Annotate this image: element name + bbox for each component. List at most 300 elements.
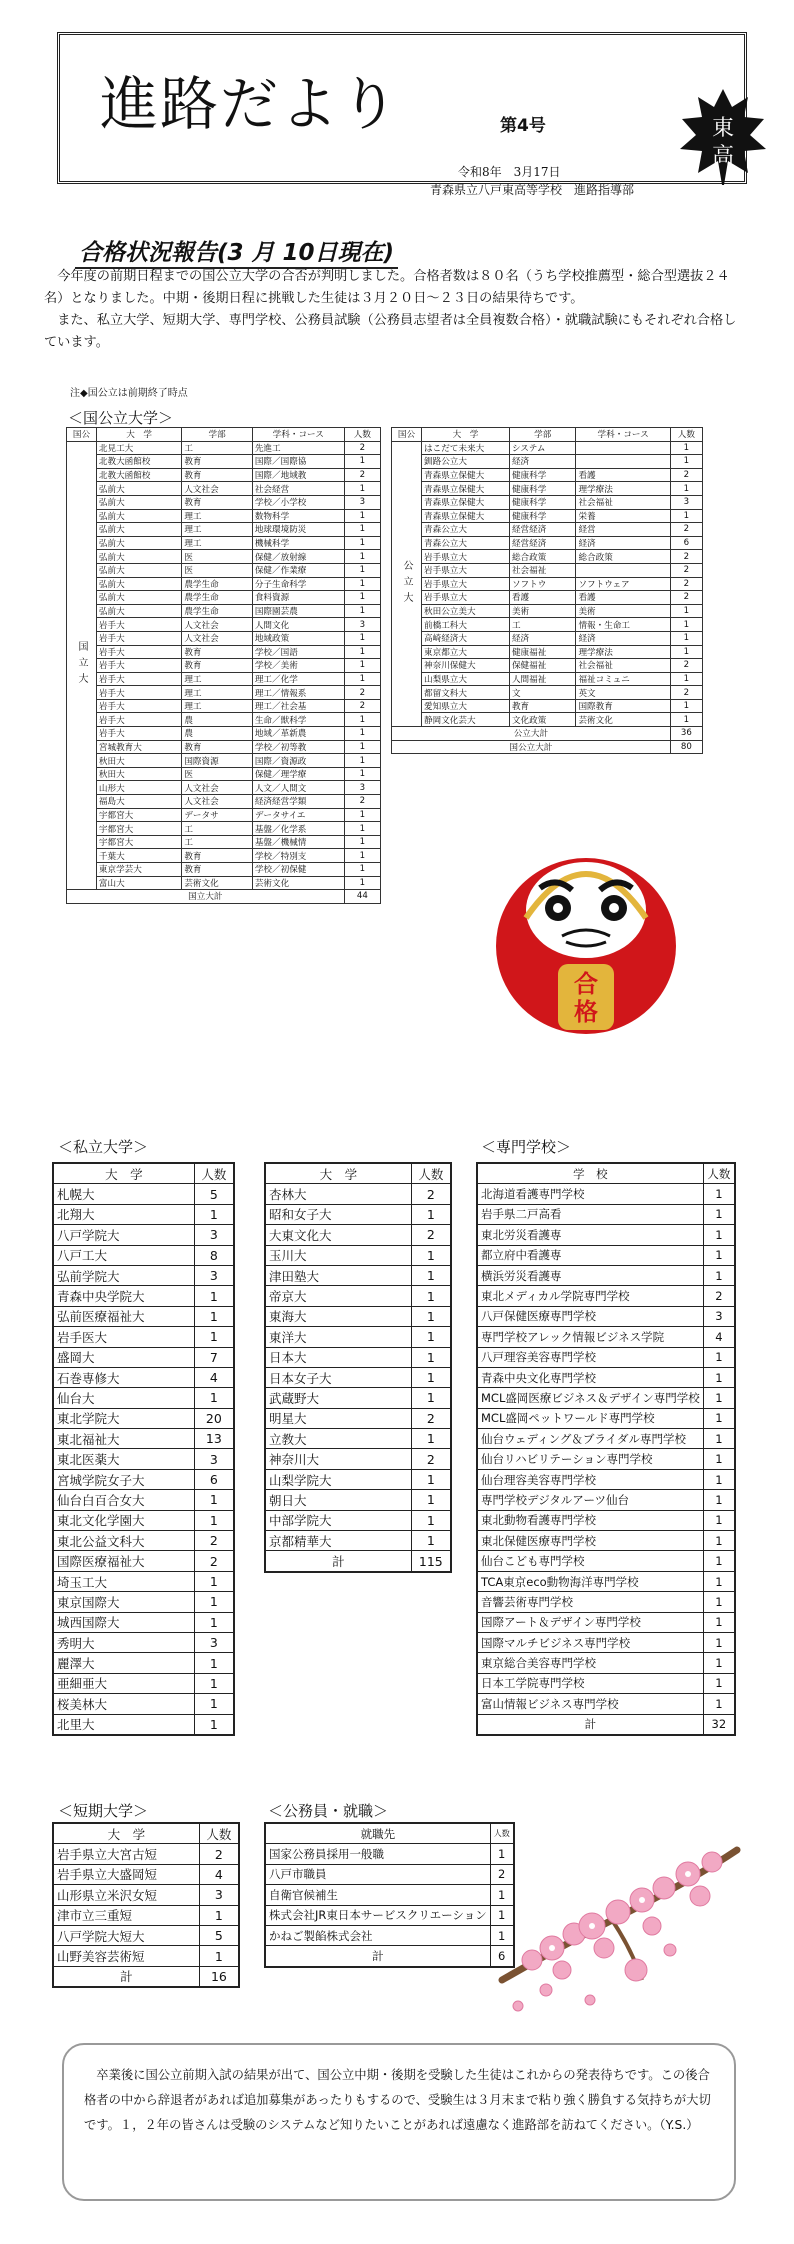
count-cell: 3: [344, 618, 380, 632]
table-row: [392, 699, 703, 713]
vocational-total-label: 計: [477, 1714, 703, 1735]
count-cell: 3: [703, 1306, 735, 1326]
name-cell: 仙台大: [53, 1388, 194, 1408]
civil-total-value: 6: [490, 1946, 514, 1967]
university-cell: 静岡文化芸大: [422, 713, 510, 727]
closing-message: 卒業後に国公立前期入試の結果が出て、国公立中期・後期を受験した生徒はこれからの発表待ちです。この後合格者の中から辞退者があれば追加募集があったりもするので、受験生は３月末まで粘り強く勝負する気持ちが大切です。１，２年の皆さんは受験のシステムなど知りたいことがあれば遠慮なく進路部を訪ねてください。（Y.S.）: [84, 2068, 711, 2132]
university-cell: 青森公立大: [422, 523, 510, 537]
department-cell: 人間文化: [252, 618, 344, 632]
name-cell: 武蔵野大: [265, 1388, 411, 1408]
faculty-cell: 教育: [182, 659, 252, 673]
count-cell: 1: [194, 1673, 234, 1693]
department-cell: 数物科学: [252, 509, 344, 523]
count-cell: 2: [411, 1225, 451, 1245]
table-row: [265, 1265, 451, 1285]
count-cell: 1: [703, 1510, 735, 1530]
name-cell: 岩手医大: [53, 1327, 194, 1347]
table-row: [67, 849, 381, 863]
count-cell: 1: [703, 1449, 735, 1469]
university-cell: 青森県立保健大: [422, 495, 510, 509]
department-cell: 保健／理学療: [252, 767, 344, 781]
count-cell: 1: [411, 1469, 451, 1489]
name-cell: 杏林大: [265, 1184, 411, 1204]
count-cell: 1: [703, 1612, 735, 1632]
count-cell: 2: [344, 795, 380, 809]
table-row: [265, 1864, 514, 1884]
name-cell: 山梨学院大: [265, 1469, 411, 1489]
count-cell: 1: [194, 1653, 234, 1673]
name-cell: 東北学院大: [53, 1408, 194, 1428]
col-header: 大 学: [53, 1823, 199, 1844]
table-row: [392, 713, 703, 727]
national-univ-table: [66, 427, 381, 904]
table-row: [53, 1184, 234, 1204]
department-cell: 食料資源: [252, 591, 344, 605]
group-label: 公立大: [392, 441, 422, 726]
name-cell: 秀明大: [53, 1632, 194, 1652]
count-cell: 3: [344, 495, 380, 509]
university-cell: 岩手大: [96, 618, 181, 632]
department-cell: 総合政策: [576, 550, 670, 564]
faculty-cell: 人文社会: [182, 482, 252, 496]
count-cell: 2: [194, 1551, 234, 1571]
name-cell: 神奈川大: [265, 1449, 411, 1469]
department-cell: 看護: [576, 468, 670, 482]
department-cell: [576, 563, 670, 577]
count-cell: 1: [703, 1551, 735, 1571]
department-cell: [576, 441, 670, 455]
university-cell: 宇都宮大: [96, 835, 181, 849]
count-cell: 1: [344, 631, 380, 645]
count-cell: 8: [194, 1245, 234, 1265]
count-cell: 20: [194, 1408, 234, 1428]
university-cell: 岩手大: [96, 686, 181, 700]
count-cell: 1: [344, 577, 380, 591]
name-cell: 弘前学院大: [53, 1265, 194, 1285]
table-row: [477, 1571, 735, 1591]
university-cell: 富山大: [96, 876, 181, 890]
count-cell: 1: [703, 1694, 735, 1714]
table-row: [53, 1327, 234, 1347]
name-cell: 東北文化学園大: [53, 1510, 194, 1530]
count-cell: 1: [703, 1408, 735, 1428]
university-cell: 東京都立大: [422, 645, 510, 659]
report-body: [44, 266, 749, 354]
faculty-cell: データサ: [182, 808, 252, 822]
university-cell: 前橋工科大: [422, 618, 510, 632]
name-cell: 東北医薬大: [53, 1449, 194, 1469]
name-cell: 帝京大: [265, 1286, 411, 1306]
name-cell: 都立府中看護専: [477, 1245, 703, 1265]
table-row: [392, 659, 703, 673]
newsletter-header: [57, 32, 747, 197]
table-row: [265, 1204, 451, 1224]
department-cell: 社会経営: [252, 482, 344, 496]
table-row: [53, 1245, 234, 1265]
table-row: [53, 1469, 234, 1489]
table-row: [67, 441, 381, 455]
name-cell: かねご製餡株式会社: [265, 1925, 490, 1945]
count-cell: 1: [344, 754, 380, 768]
name-cell: 亜細亜大: [53, 1673, 194, 1693]
count-cell: 1: [344, 550, 380, 564]
faculty-cell: 理工: [182, 523, 252, 537]
university-cell: 愛知県立大: [422, 699, 510, 713]
count-cell: 1: [194, 1612, 234, 1632]
group-label: 国立大: [67, 441, 97, 890]
name-cell: 仙台理容美容専門学校: [477, 1469, 703, 1489]
table-row: [67, 577, 381, 591]
department-cell: 理工／化学: [252, 672, 344, 686]
table-row: [392, 550, 703, 564]
department-cell: 国際／地域教: [252, 468, 344, 482]
table-row: [265, 1510, 451, 1530]
count-cell: 6: [670, 536, 702, 550]
table-row: [53, 1367, 234, 1387]
department-cell: 先進工: [252, 441, 344, 455]
faculty-cell: 健康科学: [509, 482, 575, 496]
school-leaf-logo: [678, 87, 768, 187]
newsletter-title: 進路だより: [100, 70, 401, 138]
count-cell: 1: [703, 1347, 735, 1367]
faculty-cell: 人文社会: [182, 795, 252, 809]
table-row: [477, 1531, 735, 1551]
table-row: [53, 1844, 239, 1864]
table-row: [265, 1844, 514, 1864]
col-header: 人数: [194, 1163, 234, 1184]
count-cell: 1: [411, 1327, 451, 1347]
count-cell: 1: [670, 672, 702, 686]
university-cell: 秋田大: [96, 754, 181, 768]
table-row: [53, 1946, 239, 1966]
table-row: [477, 1347, 735, 1367]
faculty-cell: 教育: [182, 495, 252, 509]
col-header: 人数: [344, 428, 380, 442]
faculty-cell: 工: [182, 822, 252, 836]
university-cell: 高崎経済大: [422, 631, 510, 645]
table-row: [53, 1673, 234, 1693]
university-cell: 弘前大: [96, 591, 181, 605]
table-row: [67, 645, 381, 659]
faculty-cell: 農: [182, 713, 252, 727]
university-cell: 北教大函館校: [96, 468, 181, 482]
university-cell: 岩手大: [96, 659, 181, 673]
table-row: [392, 591, 703, 605]
table-row: [53, 1885, 239, 1905]
university-cell: 弘前大: [96, 536, 181, 550]
table-row: [477, 1490, 735, 1510]
table-row: [265, 1490, 451, 1510]
count-cell: 1: [344, 849, 380, 863]
name-cell: 国家公務員採用一般職: [265, 1844, 490, 1864]
table-row: [53, 1347, 234, 1367]
count-cell: 1: [344, 713, 380, 727]
name-cell: 青森中央文化専門学校: [477, 1367, 703, 1387]
faculty-cell: 理工: [182, 509, 252, 523]
count-cell: 1: [703, 1653, 735, 1673]
faculty-cell: 医: [182, 550, 252, 564]
count-cell: 1: [344, 482, 380, 496]
count-cell: 1: [670, 618, 702, 632]
table-row: [477, 1592, 735, 1612]
table-row: [477, 1632, 735, 1652]
faculty-cell: 農学生命: [182, 591, 252, 605]
university-cell: 青森県立保健大: [422, 468, 510, 482]
name-cell: 専門学校デジタルアーツ仙台: [477, 1490, 703, 1510]
count-cell: 2: [344, 441, 380, 455]
name-cell: 宮城学院女子大: [53, 1469, 194, 1489]
count-cell: 1: [703, 1571, 735, 1591]
table-row: [53, 1225, 234, 1245]
col-header: 人数: [490, 1823, 514, 1844]
table-row: [53, 1531, 234, 1551]
count-cell: 1: [194, 1204, 234, 1224]
department-cell: 国際／資源政: [252, 754, 344, 768]
count-cell: 1: [344, 876, 380, 890]
name-cell: 東北動物看護専門学校: [477, 1510, 703, 1530]
name-cell: 東海大: [265, 1306, 411, 1326]
table-row: [67, 822, 381, 836]
table-row: [392, 645, 703, 659]
university-cell: 岩手県立大: [422, 591, 510, 605]
table-row: [392, 441, 703, 455]
faculty-cell: 医: [182, 563, 252, 577]
col-header: 大 学: [96, 428, 181, 442]
count-cell: 1: [703, 1225, 735, 1245]
name-cell: 京都精華大: [265, 1531, 411, 1551]
table-row: [67, 835, 381, 849]
name-cell: 東京国際大: [53, 1592, 194, 1612]
faculty-cell: 理工: [182, 699, 252, 713]
name-cell: 東京総合美容専門学校: [477, 1653, 703, 1673]
department-cell: [576, 455, 670, 469]
department-cell: 国際教育: [576, 699, 670, 713]
department-cell: 学校／特別支: [252, 849, 344, 863]
report-title: 合格状況報告(3 月 10日現在): [75, 234, 398, 269]
count-cell: 1: [703, 1531, 735, 1551]
name-cell: 青森中央学院大: [53, 1286, 194, 1306]
name-cell: 朝日大: [265, 1490, 411, 1510]
report-paragraph: また、私立大学、短期大学、専門学校、公務員試験（公務員志望者は全員複数合格）・就職試験にもそれぞれ合格しています。: [44, 313, 737, 350]
department-cell: 福祉コミュニ: [576, 672, 670, 686]
department-cell: 学校／小学校: [252, 495, 344, 509]
faculty-cell: 教育: [182, 740, 252, 754]
table-row: [477, 1327, 735, 1347]
private-heading: ＜私立大学＞: [58, 1138, 149, 1156]
count-cell: 1: [344, 509, 380, 523]
university-cell: 北教大函館校: [96, 455, 181, 469]
name-cell: 岩手県立大宮古短: [53, 1844, 199, 1864]
table-row: [67, 482, 381, 496]
table-row: [67, 713, 381, 727]
table-row: [392, 618, 703, 632]
faculty-cell: 国際資源: [182, 754, 252, 768]
department-cell: 学校／美術: [252, 659, 344, 673]
count-cell: 1: [194, 1490, 234, 1510]
faculty-cell: 芸術文化: [182, 876, 252, 890]
faculty-cell: 農学生命: [182, 604, 252, 618]
department-cell: 情報・生命工: [576, 618, 670, 632]
table-row: [67, 727, 381, 741]
count-cell: 5: [194, 1184, 234, 1204]
col-header: 大 学: [53, 1163, 194, 1184]
name-cell: 山野美容芸術短: [53, 1946, 199, 1966]
name-cell: 仙台ウェディング＆ブライダル専門学校: [477, 1429, 703, 1449]
junior-college-table: [52, 1822, 240, 1988]
department-cell: 経済: [576, 536, 670, 550]
count-cell: 1: [411, 1286, 451, 1306]
table-row: [392, 455, 703, 469]
faculty-cell: 経済: [509, 455, 575, 469]
count-cell: 1: [344, 808, 380, 822]
name-cell: 国際アート＆デザイン専門学校: [477, 1612, 703, 1632]
table-row: [392, 509, 703, 523]
count-cell: 1: [411, 1429, 451, 1449]
university-cell: 岩手大: [96, 713, 181, 727]
department-cell: 理工／社会基: [252, 699, 344, 713]
count-cell: 1: [194, 1286, 234, 1306]
table-row: [67, 468, 381, 482]
count-cell: 2: [199, 1844, 239, 1864]
count-cell: 4: [194, 1367, 234, 1387]
department-cell: 国際園芸農: [252, 604, 344, 618]
table-row: [67, 591, 381, 605]
table-row: [53, 1905, 239, 1925]
count-cell: 1: [411, 1490, 451, 1510]
table-row: [392, 577, 703, 591]
name-cell: 大東文化大: [265, 1225, 411, 1245]
university-cell: 青森県立保健大: [422, 482, 510, 496]
junior-heading: ＜短期大学＞: [58, 1802, 149, 1820]
count-cell: 1: [703, 1592, 735, 1612]
public-total-value: 36: [670, 727, 702, 741]
table-row: [392, 631, 703, 645]
department-cell: 英文: [576, 686, 670, 700]
col-header: 学 校: [477, 1163, 703, 1184]
table-row: [53, 1429, 234, 1449]
table-row: [265, 1449, 451, 1469]
university-cell: 釧路公立大: [422, 455, 510, 469]
faculty-cell: 教育: [182, 863, 252, 877]
name-cell: MCL盛岡医療ビジネス＆デザイン専門学校: [477, 1388, 703, 1408]
faculty-cell: 人文社会: [182, 631, 252, 645]
university-cell: 千葉大: [96, 849, 181, 863]
count-cell: 1: [344, 659, 380, 673]
count-cell: 1: [194, 1592, 234, 1612]
count-cell: 1: [670, 631, 702, 645]
col-header: 就職先: [265, 1823, 490, 1844]
table-row: [265, 1531, 451, 1551]
count-cell: 1: [194, 1714, 234, 1735]
university-cell: 宇都宮大: [96, 808, 181, 822]
name-cell: 東洋大: [265, 1327, 411, 1347]
junior-total-label: 計: [53, 1966, 199, 1987]
name-cell: 八戸学院大: [53, 1225, 194, 1245]
count-cell: 2: [194, 1531, 234, 1551]
col-header: 人数: [199, 1823, 239, 1844]
name-cell: 株式会社JR東日本サービスクリエーション: [265, 1905, 490, 1925]
col-header: 学部: [182, 428, 252, 442]
table-row: [265, 1306, 451, 1326]
name-cell: 自衛官候補生: [265, 1885, 490, 1905]
table-row: [477, 1653, 735, 1673]
table-row: [53, 1449, 234, 1469]
name-cell: 八戸保健医療専門学校: [477, 1306, 703, 1326]
count-cell: 1: [344, 863, 380, 877]
count-cell: 1: [670, 482, 702, 496]
university-cell: 弘前大: [96, 482, 181, 496]
table-row: [477, 1449, 735, 1469]
faculty-cell: 工: [182, 441, 252, 455]
university-cell: 弘前大: [96, 563, 181, 577]
table-row: [265, 1408, 451, 1428]
table-row: [477, 1673, 735, 1693]
faculty-cell: 看護: [509, 591, 575, 605]
count-cell: 1: [344, 740, 380, 754]
count-cell: 7: [194, 1347, 234, 1367]
name-cell: 音響芸術専門学校: [477, 1592, 703, 1612]
department-cell: 理学療法: [576, 645, 670, 659]
name-cell: 明星大: [265, 1408, 411, 1428]
department-cell: 基盤／化学系: [252, 822, 344, 836]
table-row: [265, 1367, 451, 1387]
university-cell: 岩手大: [96, 645, 181, 659]
faculty-cell: 総合政策: [509, 550, 575, 564]
count-cell: 1: [344, 523, 380, 537]
faculty-cell: 理工: [182, 672, 252, 686]
table-row: [53, 1306, 234, 1326]
name-cell: 東北メディカル学院専門学校: [477, 1286, 703, 1306]
public-total-label: 公立大計: [392, 727, 671, 741]
count-cell: 1: [703, 1429, 735, 1449]
table-row: [477, 1286, 735, 1306]
department-cell: 芸術文化: [252, 876, 344, 890]
table-row: [477, 1204, 735, 1224]
table-row: [53, 1510, 234, 1530]
name-cell: 札幌大: [53, 1184, 194, 1204]
name-cell: 埼玉工大: [53, 1571, 194, 1591]
count-cell: 1: [411, 1265, 451, 1285]
table-row: [265, 1347, 451, 1367]
table-row: [67, 808, 381, 822]
name-cell: 仙台白百合女大: [53, 1490, 194, 1510]
count-cell: 2: [411, 1184, 451, 1204]
department-cell: 社会福祉: [576, 495, 670, 509]
table-row: [265, 1327, 451, 1347]
table-row: [477, 1510, 735, 1530]
count-cell: 1: [703, 1469, 735, 1489]
name-cell: MCL盛岡ペットワールド専門学校: [477, 1408, 703, 1428]
count-cell: 3: [199, 1885, 239, 1905]
count-cell: 2: [703, 1286, 735, 1306]
name-cell: 日本大: [265, 1347, 411, 1367]
table-row: [477, 1612, 735, 1632]
count-cell: 1: [194, 1327, 234, 1347]
department-cell: 機械科学: [252, 536, 344, 550]
faculty-cell: 経済: [509, 631, 575, 645]
table-row: [67, 455, 381, 469]
count-cell: 2: [411, 1408, 451, 1428]
table-row: [67, 767, 381, 781]
department-cell: 経済: [576, 631, 670, 645]
count-cell: 1: [344, 591, 380, 605]
civil-total-label: 計: [265, 1946, 490, 1967]
table-row: [53, 1204, 234, 1224]
count-cell: 1: [344, 455, 380, 469]
grand-total-value: 80: [670, 740, 702, 754]
name-cell: 北翔大: [53, 1204, 194, 1224]
department-cell: 栄養: [576, 509, 670, 523]
